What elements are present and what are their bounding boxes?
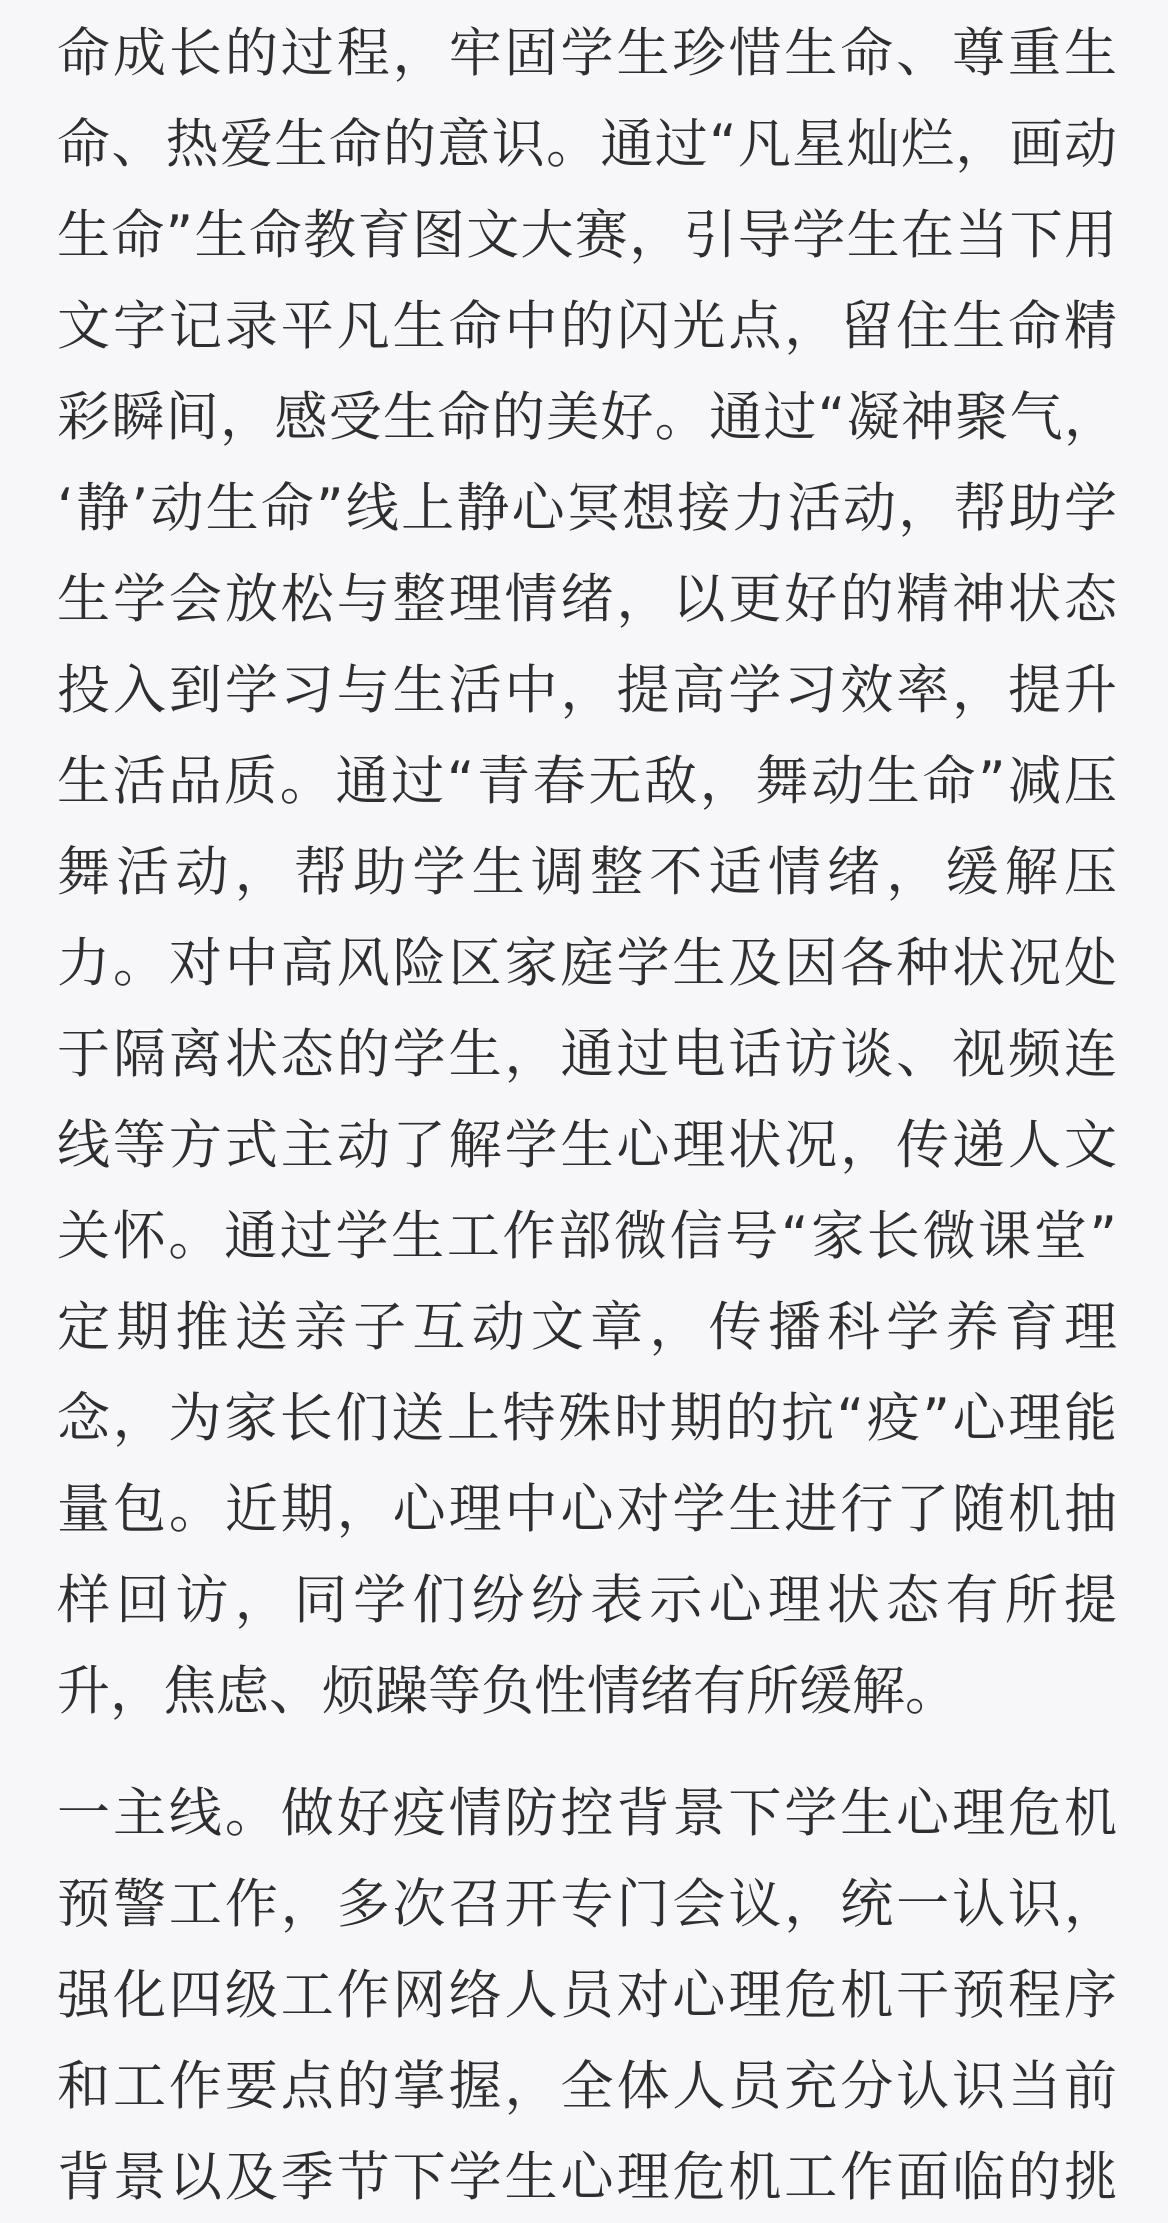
text-line: 预警工作，多次召开专门会议，统一认识， — [57, 1874, 1117, 1935]
text-line: 投入到学习与生活中，提高学习效率，提升 — [57, 660, 1117, 721]
text-line: 背景以及季节下学生心理危机工作面临的挑 — [57, 2147, 1117, 2208]
text-line: 线等方式主动了解学生心理状况，传递人文 — [57, 1115, 1117, 1176]
text-line: 升，焦虑、烦躁等负性情绪有所缓解。 — [57, 1661, 958, 1722]
text-line: 生命”生命教育图文大赛，引导学生在当下用 — [57, 205, 1117, 266]
text-line: 强化四级工作网络人员对心理危机干预程序 — [57, 1965, 1117, 2026]
text-line: 舞活动，帮助学生调整不适情绪，缓解压 — [57, 842, 1117, 903]
text-line: 彩瞬间，感受生命的美好。通过“凝神聚气， — [57, 387, 1117, 448]
paragraph-life-education — [57, 8, 1117, 1737]
text-line: 力。对中高风险区家庭学生及因各种状况处 — [57, 933, 1117, 994]
text-line: 生学会放松与整理情绪，以更好的精神状态 — [57, 569, 1117, 630]
text-line: 样回访，同学们纷纷表示心理状态有所提 — [57, 1570, 1117, 1631]
article-body — [57, 8, 1117, 2223]
text-line: 和工作要点的掌握，全体人员充分认识当前 — [57, 2056, 1117, 2117]
text-line: 命成长的过程，牢固学生珍惜生命、尊重生 — [57, 23, 1117, 84]
text-line: 量包。近期，心理中心对学生进行了随机抽 — [57, 1479, 1117, 1540]
text-line: 文字记录平凡生命中的闪光点，留住生命精 — [57, 296, 1117, 357]
text-line: 一主线。做好疫情防控背景下学生心理危机 — [57, 1783, 1117, 1844]
text-line: 念，为家长们送上特殊时期的抗“疫”心理能 — [57, 1388, 1117, 1449]
text-line: 命、热爱生命的意识。通过“凡星灿烂，画动 — [57, 114, 1117, 175]
paragraph-crisis-warning — [57, 1768, 1117, 2223]
text-line: 定期推送亲子互动文章，传播科学养育理 — [57, 1297, 1117, 1358]
text-line: 于隔离状态的学生，通过电话访谈、视频连 — [57, 1024, 1117, 1085]
text-line: ‘静’动生命”线上静心冥想接力活动，帮助学 — [57, 478, 1117, 539]
text-line: 关怀。通过学生工作部微信号“家长微课堂” — [57, 1206, 1117, 1267]
text-line: 生活品质。通过“青春无敌，舞动生命”减压 — [57, 751, 1117, 812]
